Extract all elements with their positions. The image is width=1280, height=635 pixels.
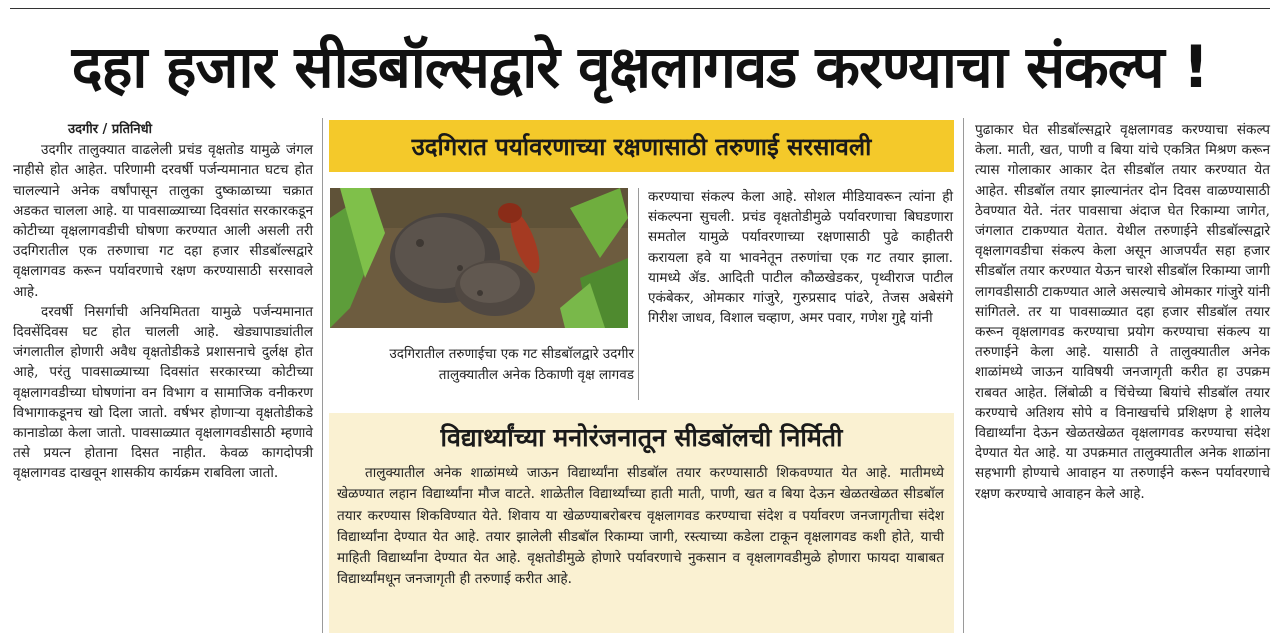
column-divider	[638, 188, 639, 400]
headline: दहा हजार सीडबॉल्सद्वारे वृक्षलागवड करण्याचा संकल्प !	[71, 33, 1209, 101]
section-banner: उदगिरात पर्यावरणाच्या रक्षणासाठी तरुणाई सरसावली	[329, 120, 954, 172]
article-column-4	[975, 120, 1270, 504]
byline: उदगीर / प्रतिनिधी	[68, 122, 152, 137]
sidebar-heading: विद्यार्थ्यांच्या मनोरंजनातून सीडबॉलची निर्मिती	[440, 423, 843, 452]
article-column-1	[13, 120, 313, 484]
photo-caption: उदगिरातील तरुणाईचा एक गट सीडबॉलद्वारे उदगीर तालुक्यातील अनेक ठिकाणी वृक्ष लागवड	[389, 346, 634, 383]
paragraph: दरवर्षी निसर्गाची अनियमितता यामुळे पर्जन्यमानात दिवसेंदिवस घट होत चालली आहे. खेड्यापाड्यांतील जंगलातील होणारी अवैध वृक्षतोडीकडे प्रशासनाचे दुर्लक्ष होत आहे, परंतु पावसाळ्याच्या दिवसांत सरकारच्या कोटीच्या वृक्षलागवडीच्या घोषणांना वन विभाग व सामाजिक वनीकरण विभागाकडूनच खो दिला जातो. वर्षभर होणाऱ्या वृक्षतोडीकडे कानाडोळा केला जातो. पावसाळ्यात वृक्षलागवडीसाठी म्हणावे तसे प्रयत्न होताना दिसत नाहीत. केवळ कागदोपत्री वृक्षलागवड दाखवून शासकीय कार्यक्रम राबविला जातो.	[13, 303, 313, 482]
column-divider	[322, 118, 323, 633]
seedball-photo	[330, 188, 628, 328]
paragraph: करण्याचा संकल्प केला आहे. सोशल मीडियावरून त्यांना ही संकल्पना सुचली. प्रचंड वृक्षतोडीमुळे पर्यावरणाचा बिघडणारा समतोल यामुळे पर्यावरणाच्या रक्षणासाठी पुढे काहीतरी करायला हवे या भावनेतून तरुणांचा एक गट तयार झाला. यामध्ये ॲड. आदिती पाटील कौळखेडकर, पृथ्वीराज पाटील एकंबेकर, ओमकार गांजुरे, गुरुप्रसाद पांढरे, तेजस अबेसंगे गिरीश जाधव, विशाल चव्हाण, अमर पवार, गणेश गुद्दे यांनी	[648, 189, 953, 327]
paragraph: पुढाकार घेत सीडबॉल्सद्वारे वृक्षलागवड करण्याचा संकल्प केला. माती, खत, पाणी व बिया यांचे एकत्रित मिश्रण करून त्यास गोलाकार आकार देत सीडबॉल तयार करण्यात येत आहेत. सीडबॉल तयार झाल्यानंतर दोन दिवस वाळण्यासाठी ठेवण्यात येते. नंतर पावसाचा अंदाज घेत रिकाम्या जागेत, जंगलात टाकण्यात येतात. येथील तरुणाईने सीडबॉल्सद्वारे वृक्षलागवडीचा संकल्प केला असून आजपर्यंत सहा हजार सीडबॉल तयार करण्यात येऊन चारशे सीडबॉल रिकाम्या जागी लागवडीसाठी टाकण्यात आले असल्याचे ओमकार गांजुरे यांनी सांगितले. तर या पावसाळ्यात दहा हजार सीडबॉल तयार करून वृक्षलागवड करण्याचा प्रयोग करण्याचा संकल्प या तरुणाईने केला आहे. यासाठी ते तालुक्यातील अनेक शाळांमध्ये जाऊन याविषयी जनजागृती करीत हा उपक्रम राबवत आहेत. लिंबोळी व चिंचेच्या बियांचे सीडबॉल तयार करण्याचे अतिशय सोपे व विनाखर्चाचे प्रशिक्षण हे शालेय विद्यार्थ्यांना देऊन खेळतखेळत वृक्षलागवड करण्याचा संदेश देण्यात येत आहे. या उपक्रमात तालुक्यातील अनेक शाळांना सहभागी होण्याचे आवाहन या तरुणाईने करून पर्यावरणाचे रक्षण करण्याचे आवाहन केले आहे.	[975, 122, 1270, 502]
paragraph: उदगीर तालुक्यात वाढलेली प्रचंड वृक्षतोड यामुळे जंगल नाहीसे होत आहेत. परिणामी दरवर्षी पर्जन्यमानात घटच होत चालल्याने अनेक वर्षांपासून तालुका दुष्काळाच्या चक्रात अडकत चालला आहे. या पावसाळ्याच्या दिवसांत सरकारकडून कोटीच्या वृक्षलागवडीची घोषणा करण्यात आली असली तरी उदगिरातील एक तरुणाचा गट दहा हजार सीडबॉल्सद्वारे वृक्षलागवड करून पर्यावरणाचे रक्षण करण्यासाठी सरसावले आहे.	[13, 142, 313, 300]
article-column-3	[648, 187, 953, 328]
top-rule	[10, 8, 1270, 9]
sidebar-text	[337, 463, 944, 591]
column-divider	[963, 118, 964, 633]
paragraph: तालुक्यातील अनेक शाळांमध्ये जाऊन विद्यार्थ्यांना सीडबॉल तयार करण्यासाठी शिकवण्यात येत आहे. मातीमध्ये खेळण्यात लहान विद्यार्थ्यांना मौज वाटते. शाळेतील विद्यार्थ्यांच्या हाती माती, पाणी, खत व बिया देऊन खेळतखेळत सीडबॉल तयार करण्यास शिकविण्यात येते. शिवाय या खेळण्याबरोबरच वृक्षलागवड करण्याचा संदेश व पर्यावरण जनजागृतीचा संदेश विद्यार्थ्यांना देण्यात येत आहे. तयार झालेली सीडबॉल रिकाम्या जागी, रस्त्याच्या कडेला टाकून वृक्षलागवड कशी होते, याची माहिती विद्यार्थ्यांना देण्यात येत आहे. वृक्षतोडीमुळे होणारे पर्यावरणाचे नुकसान व वृक्षलागवडीमुळे होणारा फायदा याबाबत विद्यार्थ्यांमधून जनजागृती ही तरुणाई करीत आहे.	[337, 465, 944, 588]
